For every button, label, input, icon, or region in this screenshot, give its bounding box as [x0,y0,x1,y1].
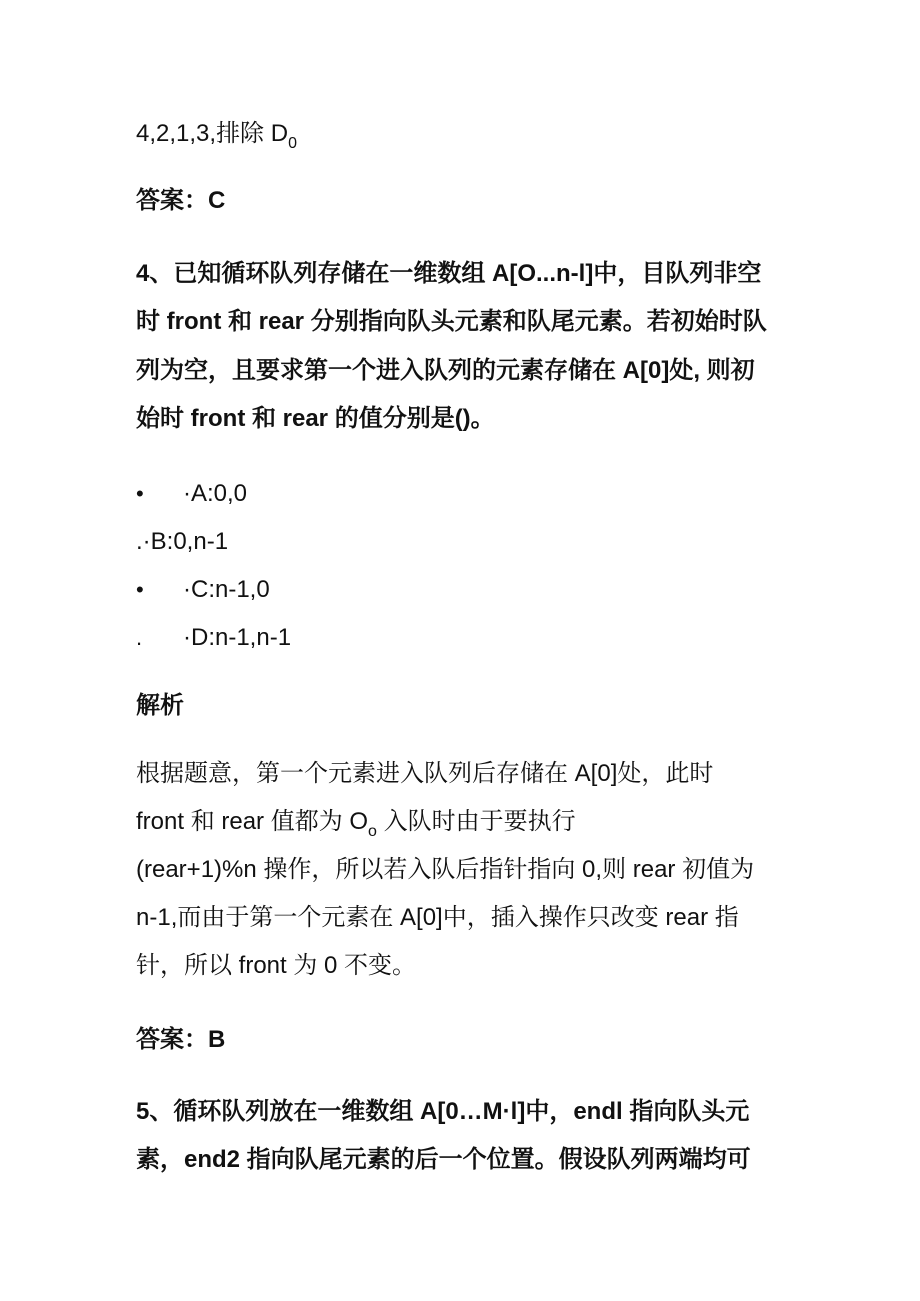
option-c: ·C:n-1,0 [183,576,270,603]
analysis-line-5: 针，所以 front 为 0 不变。 [136,952,417,979]
analysis-line-1: 根据题意，第一个元素进入队列后存储在 A[0]处，此时 [136,760,714,787]
question-4-line-1: 4、已知循环队列存储在一维数组 A[O...n-l]中，目队列非空 [136,260,762,287]
answer-3: 答案：C [136,187,226,214]
option-c-bullet: • [136,577,144,602]
analysis-line-2-end: 入队时由于要执行 [376,808,576,835]
analysis-line-2 [136,806,576,841]
option-b: .·B:0,n-1 [136,528,229,555]
option-a: ·A:0,0 [183,480,248,507]
previous-analysis-tail [136,118,297,153]
previous-analysis-text: 4,2,1,3,排除 D [136,120,289,147]
analysis-line-2-subscript: o [368,823,377,840]
answer-4: 答案：B [136,1026,226,1053]
question-5-line-1: 5、循环队列放在一维数组 A[0…M·l]中，endl 指向队头元 [136,1098,750,1125]
question-5-line-2: 素，end2 指向队尾元素的后一个位置。假设队列两端均可 [136,1146,751,1173]
analysis-line-3: (rear+1)%n 操作，所以若入队后指针指向 0,则 rear 初值为 [136,856,755,883]
analysis-heading: 解析 [136,692,184,719]
option-d: ·D:n-1,n-1 [183,624,292,651]
option-a-bullet: • [136,481,144,506]
question-4-line-3: 列为空，且要求第一个进入队列的元素存储在 A[0]处, 则初 [136,357,755,384]
analysis-line-2-start: front 和 rear 值都为 O [136,808,369,835]
previous-analysis-subscript: 0 [288,135,297,152]
option-d-marker: . [136,625,143,650]
analysis-line-4: n-1,而由于第一个元素在 A[0]中，插入操作只改变 rear 指 [136,904,739,931]
question-4-line-4: 始时 front 和 rear 的值分别是()。 [136,405,495,432]
question-4-line-2: 时 front 和 rear 分别指向队头元素和队尾元素。若初始时队 [136,308,767,335]
